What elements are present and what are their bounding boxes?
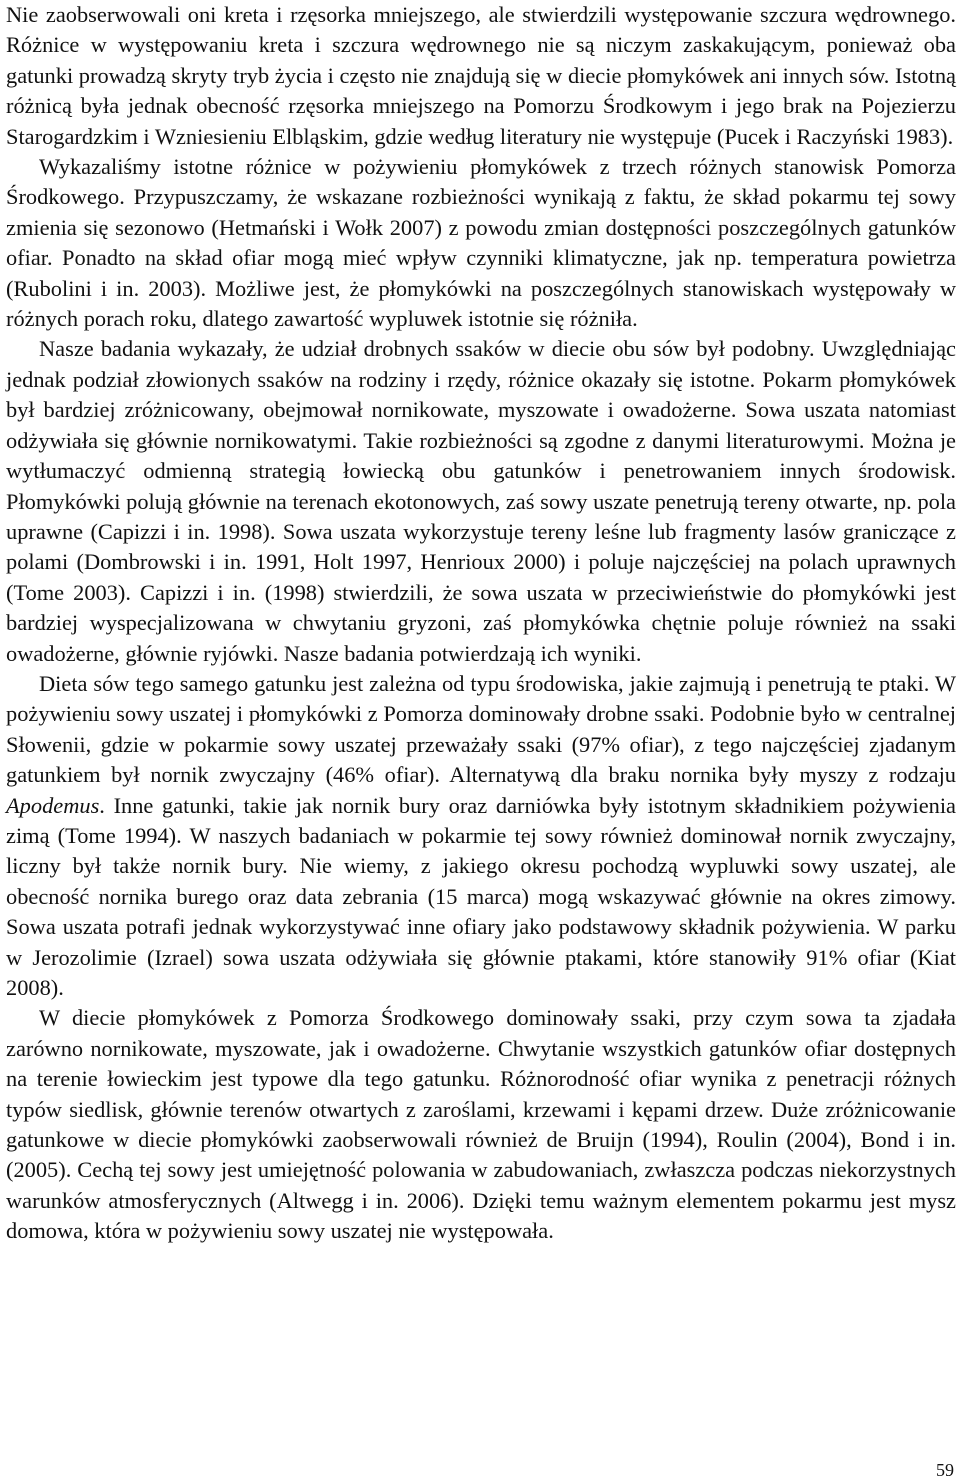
paragraph-2: Wykazaliśmy istotne różnice w pożywieniu płomykówek z trzech różnych stanowisk Pomorza Środkowego. Przypuszczamy, że wskazane rozbieżności wynikają z faktu, że skład pokarmu tej sowy zmienia się sezonowo (Hetmański i Wołk 2007) z powodu zmian dostępności poszczególnych gatunków ofiar. Ponadto na skład ofiar mogą mieć wpływ czynniki klimatyczne, jak np. temperatura powietrza (Rubolini i in. 2003). Możliwe jest, że płomykówki na poszczególnych stanowiskach występowały w różnych porach roku, dlatego zawartość wypluwek istotnie się różniła. [6, 154, 956, 332]
paragraph-4-part-1: Dieta sów tego samego gatunku jest zależna od typu środowiska, jakie zajmują i penetrują te ptaki. W pożywieniu sowy uszatej i płomykówki z Pomorza dominowały drobne ssaki. Podobnie było w centralnej Słowenii, gdzie w pokarmie sowy uszatej przeważały ssaki (97% ofiar), z tego najczęściej zjadanym gatunkiem był nornik zwyczajny (46% ofiar). Alternatywą dla braku nornika były myszy z rodzaju [6, 670, 956, 788]
paragraph-4 [6, 669, 956, 1003]
paragraph-1: Nie zaobserwowali oni kreta i rzęsorka mniejszego, ale stwierdzili występowanie szczura wędrownego. Różnice w występowaniu kreta i szczura wędrownego nie są niczym zaskakującym, ponieważ oba gatunki prowadzą skryty tryb życia i często nie znajdują się w diecie płomykówek ani innych sów. Istotną różnicą była jednak obecność rzęsorka mniejszego na Pomorzu Środkowym i jego brak na Pojezierzu Starogardzkim i Wzniesieniu Elbląskim, gdzie według literatury nie występuje (Pucek i Raczyński 1983). [6, 2, 956, 149]
paragraph-4-part-2: . Inne gatunki, takie jak nornik bury oraz darniówka były istotnym składnikiem pożywienia zimą (Tome 1994). W naszych badaniach w pokarmie tej sowy również dominował nornik zwyczajny, liczny był także nornik bury. Nie wiemy, z jakiego okresu pochodzą wypluwki sowy uszatej, ale obecność nornika burego oraz data zebrania (15 marca) mogą wskazywać głównie na okres zimowy. Sowa uszata potrafi jednak wykorzystywać inne ofiary jako podstawowy składnik pożywienia. W parku w Jerozolimie (Izrael) sowa uszata odżywiała się głównie ptakami, które stanowiły 91% ofiar (Kiat 2008). [6, 792, 956, 1000]
page-number: 59 [936, 1460, 954, 1480]
paragraph-5: W diecie płomykówek z Pomorza Środkowego dominowały ssaki, przy czym sowa ta zjadała zarówno nornikowate, myszowate, jak i owadożerne. Chwytanie wszystkich gatunków ofiar dostępnych na terenie łowieckim jest typowe dla tego gatunku. Różnorodność ofiar wynika z penetracji różnych typów siedlisk, głównie terenów otwartych z zaroślami, krzewami i kępami drzew. Duże zróżnicowanie gatunkowe w diecie płomykówki zaobserwowali również de Bruijn (1994), Roulin (2004), Bond i in. (2005). Cechą tej sowy jest umiejętność polowania w zabudowaniach, zwłaszcza podczas niekorzystnych warunków atmosferycznych (Altwegg i in. 2006). Dzięki temu ważnym elementem pokarmu jest mysz domowa, która w pożywieniu sowy uszatej nie występowała. [6, 1005, 956, 1244]
genus-name-apodemus: Apodemus [6, 792, 100, 818]
document-body [6, 0, 956, 1247]
paragraph-3: Nasze badania wykazały, że udział drobnych ssaków w diecie obu sów był podobny. Uwzględniając jednak podział złowionych ssaków na rodziny i rzędy, różnice okazały się istotne. Pokarm płomykówek był bardziej zróżnicowany, obejmował nornikowate, myszowate i owadożerne. Sowa uszata natomiast odżywiała się głównie nornikowatymi. Takie rozbieżności są zgodne z danymi literaturowymi. Można je wytłumaczyć odmienną strategią łowiecką obu gatunków i penetrowaniem innych środowisk. Płomykówki polują głównie na terenach ekotonowych, zaś sowy uszate penetrują tereny otwarte, np. pola uprawne (Capizzi i in. 1998). Sowa uszata wykorzystuje tereny leśne lub fragmenty lasów graniczące z polami (Dombrowski i in. 1991, Holt 1997, Henrioux 2000) i poluje najczęściej na polach uprawnych (Tome 2003). Capizzi i in. (1998) stwierdzili, że sowa uszata w przeciwieństwie do płomykówki jest bardziej wyspecjalizowana w chwytaniu gryzoni, zaś płomykówka chętnie poluje również na ssaki owadożerne, głównie ryjówki. Nasze badania potwierdzają ich wyniki. [6, 336, 956, 666]
